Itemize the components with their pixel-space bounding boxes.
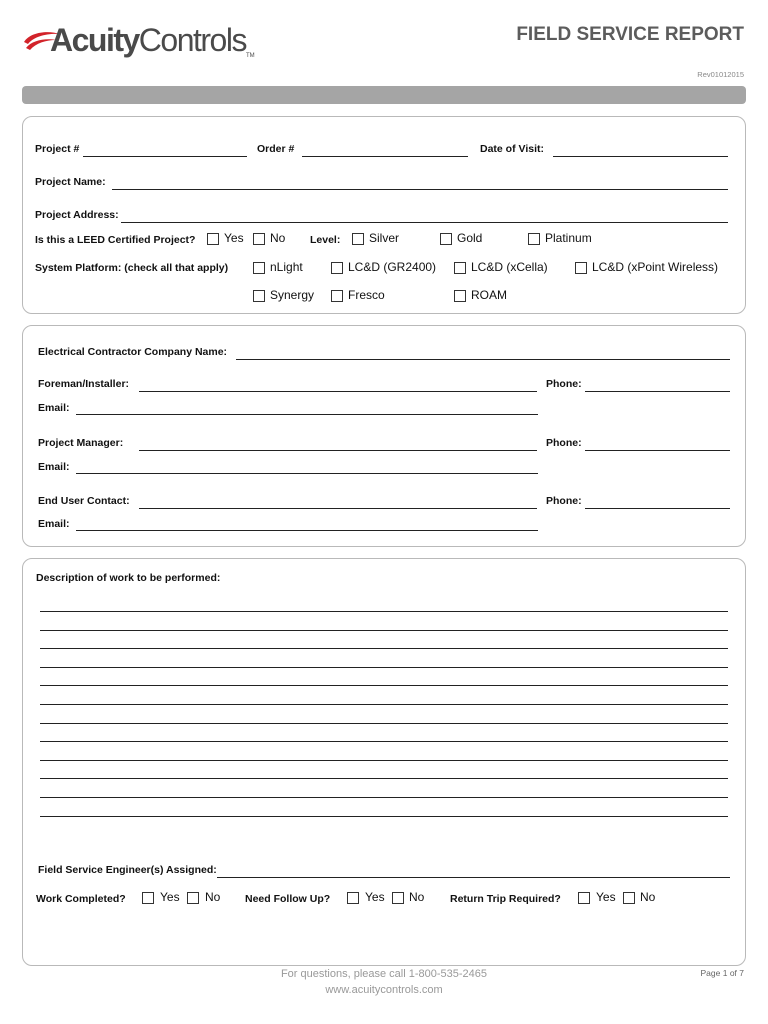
foreman-field[interactable] [139,391,537,392]
description-line[interactable] [40,685,728,686]
project-number-label: Project # [35,143,80,155]
platform-lcd-gr2400-checkbox[interactable] [331,262,343,274]
platform-fresco-label: Fresco [348,288,385,302]
footer-phone-text: For questions, please call 1-800-535-2465 [280,968,488,980]
foreman-phone-label: Phone: [546,378,582,390]
return-trip-no-checkbox[interactable] [623,892,635,904]
project-address-label: Project Address: [35,209,119,221]
project-info-panel [22,116,746,314]
date-of-visit-label: Date of Visit: [480,143,544,155]
leed-no-checkbox[interactable] [253,233,265,245]
platform-nlight-label: nLight [270,260,303,274]
description-line[interactable] [40,704,728,705]
work-completed-yes-label: Yes [160,890,180,904]
description-line[interactable] [40,648,728,649]
follow-up-yes-label: Yes [365,890,385,904]
description-label: Description of work to be performed: [36,572,221,584]
platform-fresco-checkbox[interactable] [331,290,343,302]
project-manager-field[interactable] [139,450,537,451]
project-address-field[interactable] [121,222,728,223]
end-user-contact-field[interactable] [139,508,537,509]
foreman-label: Foreman/Installer: [38,378,130,390]
order-number-label: Order # [257,143,295,155]
return-trip-yes-label: Yes [596,890,616,904]
date-of-visit-field[interactable] [553,156,728,157]
level-platinum-checkbox[interactable] [528,233,540,245]
description-line[interactable] [40,797,728,798]
description-line[interactable] [40,760,728,761]
order-number-field[interactable] [302,156,468,157]
pm-phone-label: Phone: [546,437,582,449]
level-gold-label: Gold [457,231,483,245]
platform-nlight-checkbox[interactable] [253,262,265,274]
acuity-controls-logo [22,22,282,62]
project-name-label: Project Name: [35,176,106,188]
return-trip-yes-checkbox[interactable] [578,892,590,904]
foreman-phone-field[interactable] [585,391,730,392]
platform-lcd-xpoint-checkbox[interactable] [575,262,587,274]
description-line[interactable] [40,630,728,631]
leed-question-label: Is this a LEED Certified Project? [35,234,196,246]
platform-roam-checkbox[interactable] [454,290,466,302]
foreman-email-label: Email: [38,402,70,414]
level-silver-checkbox[interactable] [352,233,364,245]
end-user-contact-label: End User Contact: [38,495,130,507]
level-platinum-label: Platinum [545,231,592,245]
work-description-panel [22,558,746,966]
end-user-email-field[interactable] [76,530,538,531]
description-line[interactable] [40,778,728,779]
level-gold-checkbox[interactable] [440,233,452,245]
project-manager-label: Project Manager: [38,437,124,449]
pm-email-field[interactable] [76,473,538,474]
work-completed-label: Work Completed? [36,893,126,905]
contractor-company-label: Electrical Contractor Company Name: [38,346,228,358]
foreman-email-field[interactable] [76,414,538,415]
description-line[interactable] [40,741,728,742]
level-label: Level: [310,234,341,246]
system-platform-label: System Platform: (check all that apply) [35,262,229,274]
leed-no-label: No [270,231,286,245]
logo-wordmark: AcuityControlsTM [50,22,255,59]
end-user-phone-label: Phone: [546,495,582,507]
page-number: Page 1 of 7 [700,968,744,978]
level-silver-label: Silver [369,231,400,245]
return-trip-no-label: No [640,890,656,904]
platform-lcd-xcella-label: LC&D (xCella) [471,260,548,274]
project-number-field[interactable] [83,156,247,157]
platform-lcd-gr2400-label: LC&D (GR2400) [348,260,437,274]
project-name-field[interactable] [112,189,728,190]
follow-up-yes-checkbox[interactable] [347,892,359,904]
header-divider-bar [22,86,746,104]
pm-phone-field[interactable] [585,450,730,451]
revision-code: Rev01012015 [697,70,744,79]
work-completed-no-label: No [205,890,221,904]
description-line[interactable] [40,816,728,817]
follow-up-no-checkbox[interactable] [392,892,404,904]
description-line[interactable] [40,667,728,668]
description-line[interactable] [40,611,728,612]
return-trip-label: Return Trip Required? [450,893,561,905]
leed-yes-label: Yes [224,231,244,245]
follow-up-no-label: No [409,890,425,904]
platform-synergy-checkbox[interactable] [253,290,265,302]
contractor-company-field[interactable] [236,359,730,360]
pm-email-label: Email: [38,461,70,473]
platform-roam-label: ROAM [471,288,507,302]
end-user-phone-field[interactable] [585,508,730,509]
platform-lcd-xcella-checkbox[interactable] [454,262,466,274]
footer-website-link[interactable]: www.acuitycontrols.com [325,984,443,996]
description-line[interactable] [40,723,728,724]
work-completed-yes-checkbox[interactable] [142,892,154,904]
platform-synergy-label: Synergy [270,288,315,302]
platform-lcd-xpoint-label: LC&D (xPoint Wireless) [592,260,719,274]
end-user-email-label: Email: [38,518,70,530]
page-title: FIELD SERVICE REPORT [516,24,744,45]
leed-yes-checkbox[interactable] [207,233,219,245]
engineer-assigned-label: Field Service Engineer(s) Assigned: [38,864,217,876]
work-completed-no-checkbox[interactable] [187,892,199,904]
engineer-assigned-field[interactable] [217,877,730,878]
follow-up-label: Need Follow Up? [245,893,331,905]
